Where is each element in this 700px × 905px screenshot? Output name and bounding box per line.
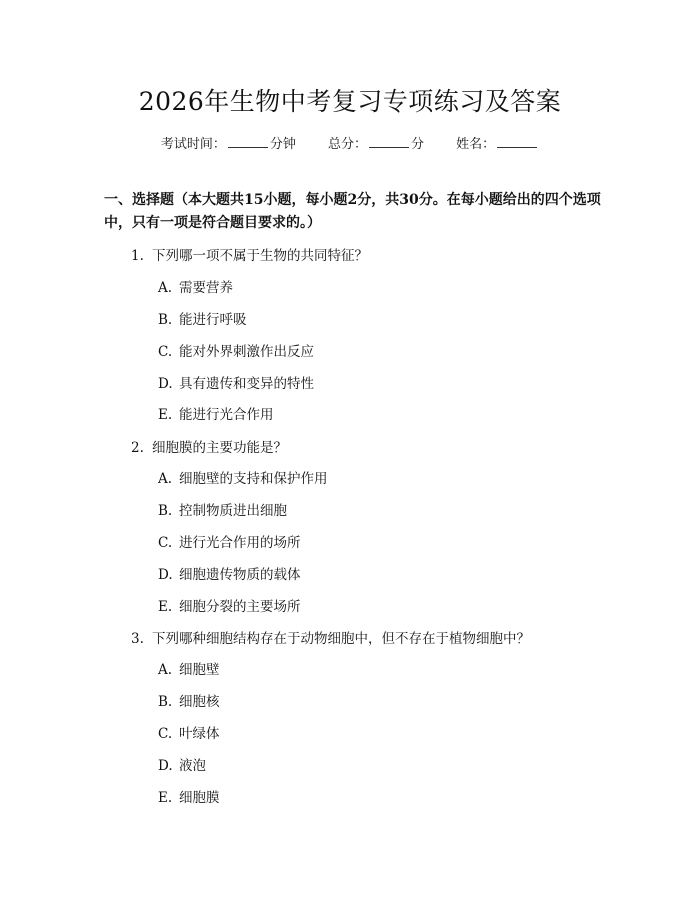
option-label: C. — [158, 344, 173, 360]
option-label: B. — [158, 694, 173, 710]
option-text: 能进行光合作用 — [179, 407, 274, 423]
option-3c — [158, 722, 220, 742]
option-text: 细胞壁的支持和保护作用 — [179, 471, 328, 487]
option-text: 细胞壁 — [179, 662, 220, 678]
option-3a — [158, 658, 220, 678]
option-label: A. — [158, 662, 173, 678]
total-score-field — [328, 133, 424, 152]
option-text: 叶绿体 — [179, 726, 220, 742]
time-label: 考试时间： — [160, 137, 226, 152]
question-3 — [131, 627, 530, 647]
option-1a — [158, 276, 233, 296]
option-3e — [158, 786, 220, 806]
option-label: D. — [158, 567, 173, 583]
score-label: 总分： — [327, 137, 367, 152]
option-label: D. — [158, 758, 173, 774]
option-text: 控制物质进出细胞 — [179, 503, 287, 519]
section-heading: 一、选择题（本大题共15小题，每小题2分，共30分。在每小题给出的四个选项中，只有一项是符合题目要求的。） — [104, 192, 601, 231]
question-1 — [131, 244, 368, 264]
option-text: 细胞核 — [179, 694, 220, 710]
score-blank — [369, 135, 409, 148]
option-2a — [158, 467, 328, 487]
option-text: 细胞分裂的主要场所 — [179, 599, 301, 615]
option-3b — [158, 690, 220, 710]
page-title: 2026年生物中考复习专项练习及答案 — [138, 87, 562, 116]
option-text: 能对外界刺激作出反应 — [179, 344, 314, 360]
option-label: B. — [158, 503, 173, 519]
option-1d — [158, 372, 314, 392]
option-label: C. — [158, 535, 173, 551]
time-unit: 分钟 — [269, 137, 296, 152]
option-2e — [158, 595, 301, 615]
option-text: 能进行呼吸 — [179, 312, 247, 328]
option-2d — [158, 563, 301, 583]
option-label: A. — [158, 280, 173, 296]
option-text: 细胞遗传物质的载体 — [179, 567, 301, 583]
name-field — [456, 133, 539, 152]
option-1c — [158, 340, 314, 360]
option-label: E. — [158, 790, 173, 806]
option-2c — [158, 531, 301, 551]
option-text: 具有遗传和变异的特性 — [179, 376, 314, 392]
option-3d — [158, 754, 206, 774]
option-1e — [158, 403, 274, 423]
option-label: E. — [158, 407, 173, 423]
option-text: 液泡 — [179, 758, 206, 774]
score-unit: 分 — [411, 137, 425, 152]
time-blank — [228, 135, 268, 148]
option-1b — [158, 308, 247, 328]
option-text: 需要营养 — [179, 280, 233, 296]
option-2b — [158, 499, 287, 519]
question-text: 细胞膜的主要功能是？ — [152, 440, 287, 456]
option-text: 进行光合作用的场所 — [179, 535, 301, 551]
option-label: D. — [158, 376, 173, 392]
question-number: 3. — [131, 631, 144, 647]
question-text: 下列哪一项不属于生物的共同特征？ — [152, 248, 368, 264]
option-label: C. — [158, 726, 173, 742]
question-text: 下列哪种细胞结构存在于动物细胞中，但不存在于植物细胞中？ — [152, 631, 530, 647]
option-label: A. — [158, 471, 173, 487]
option-label: B. — [158, 312, 173, 328]
option-text: 细胞膜 — [179, 790, 220, 806]
name-label: 姓名： — [456, 137, 496, 152]
question-2 — [131, 436, 287, 456]
question-number: 2. — [131, 440, 144, 456]
exam-info-line — [0, 133, 700, 152]
option-label: E. — [158, 599, 173, 615]
name-blank — [497, 135, 537, 148]
question-number: 1. — [131, 248, 144, 264]
exam-time-field — [161, 133, 296, 152]
